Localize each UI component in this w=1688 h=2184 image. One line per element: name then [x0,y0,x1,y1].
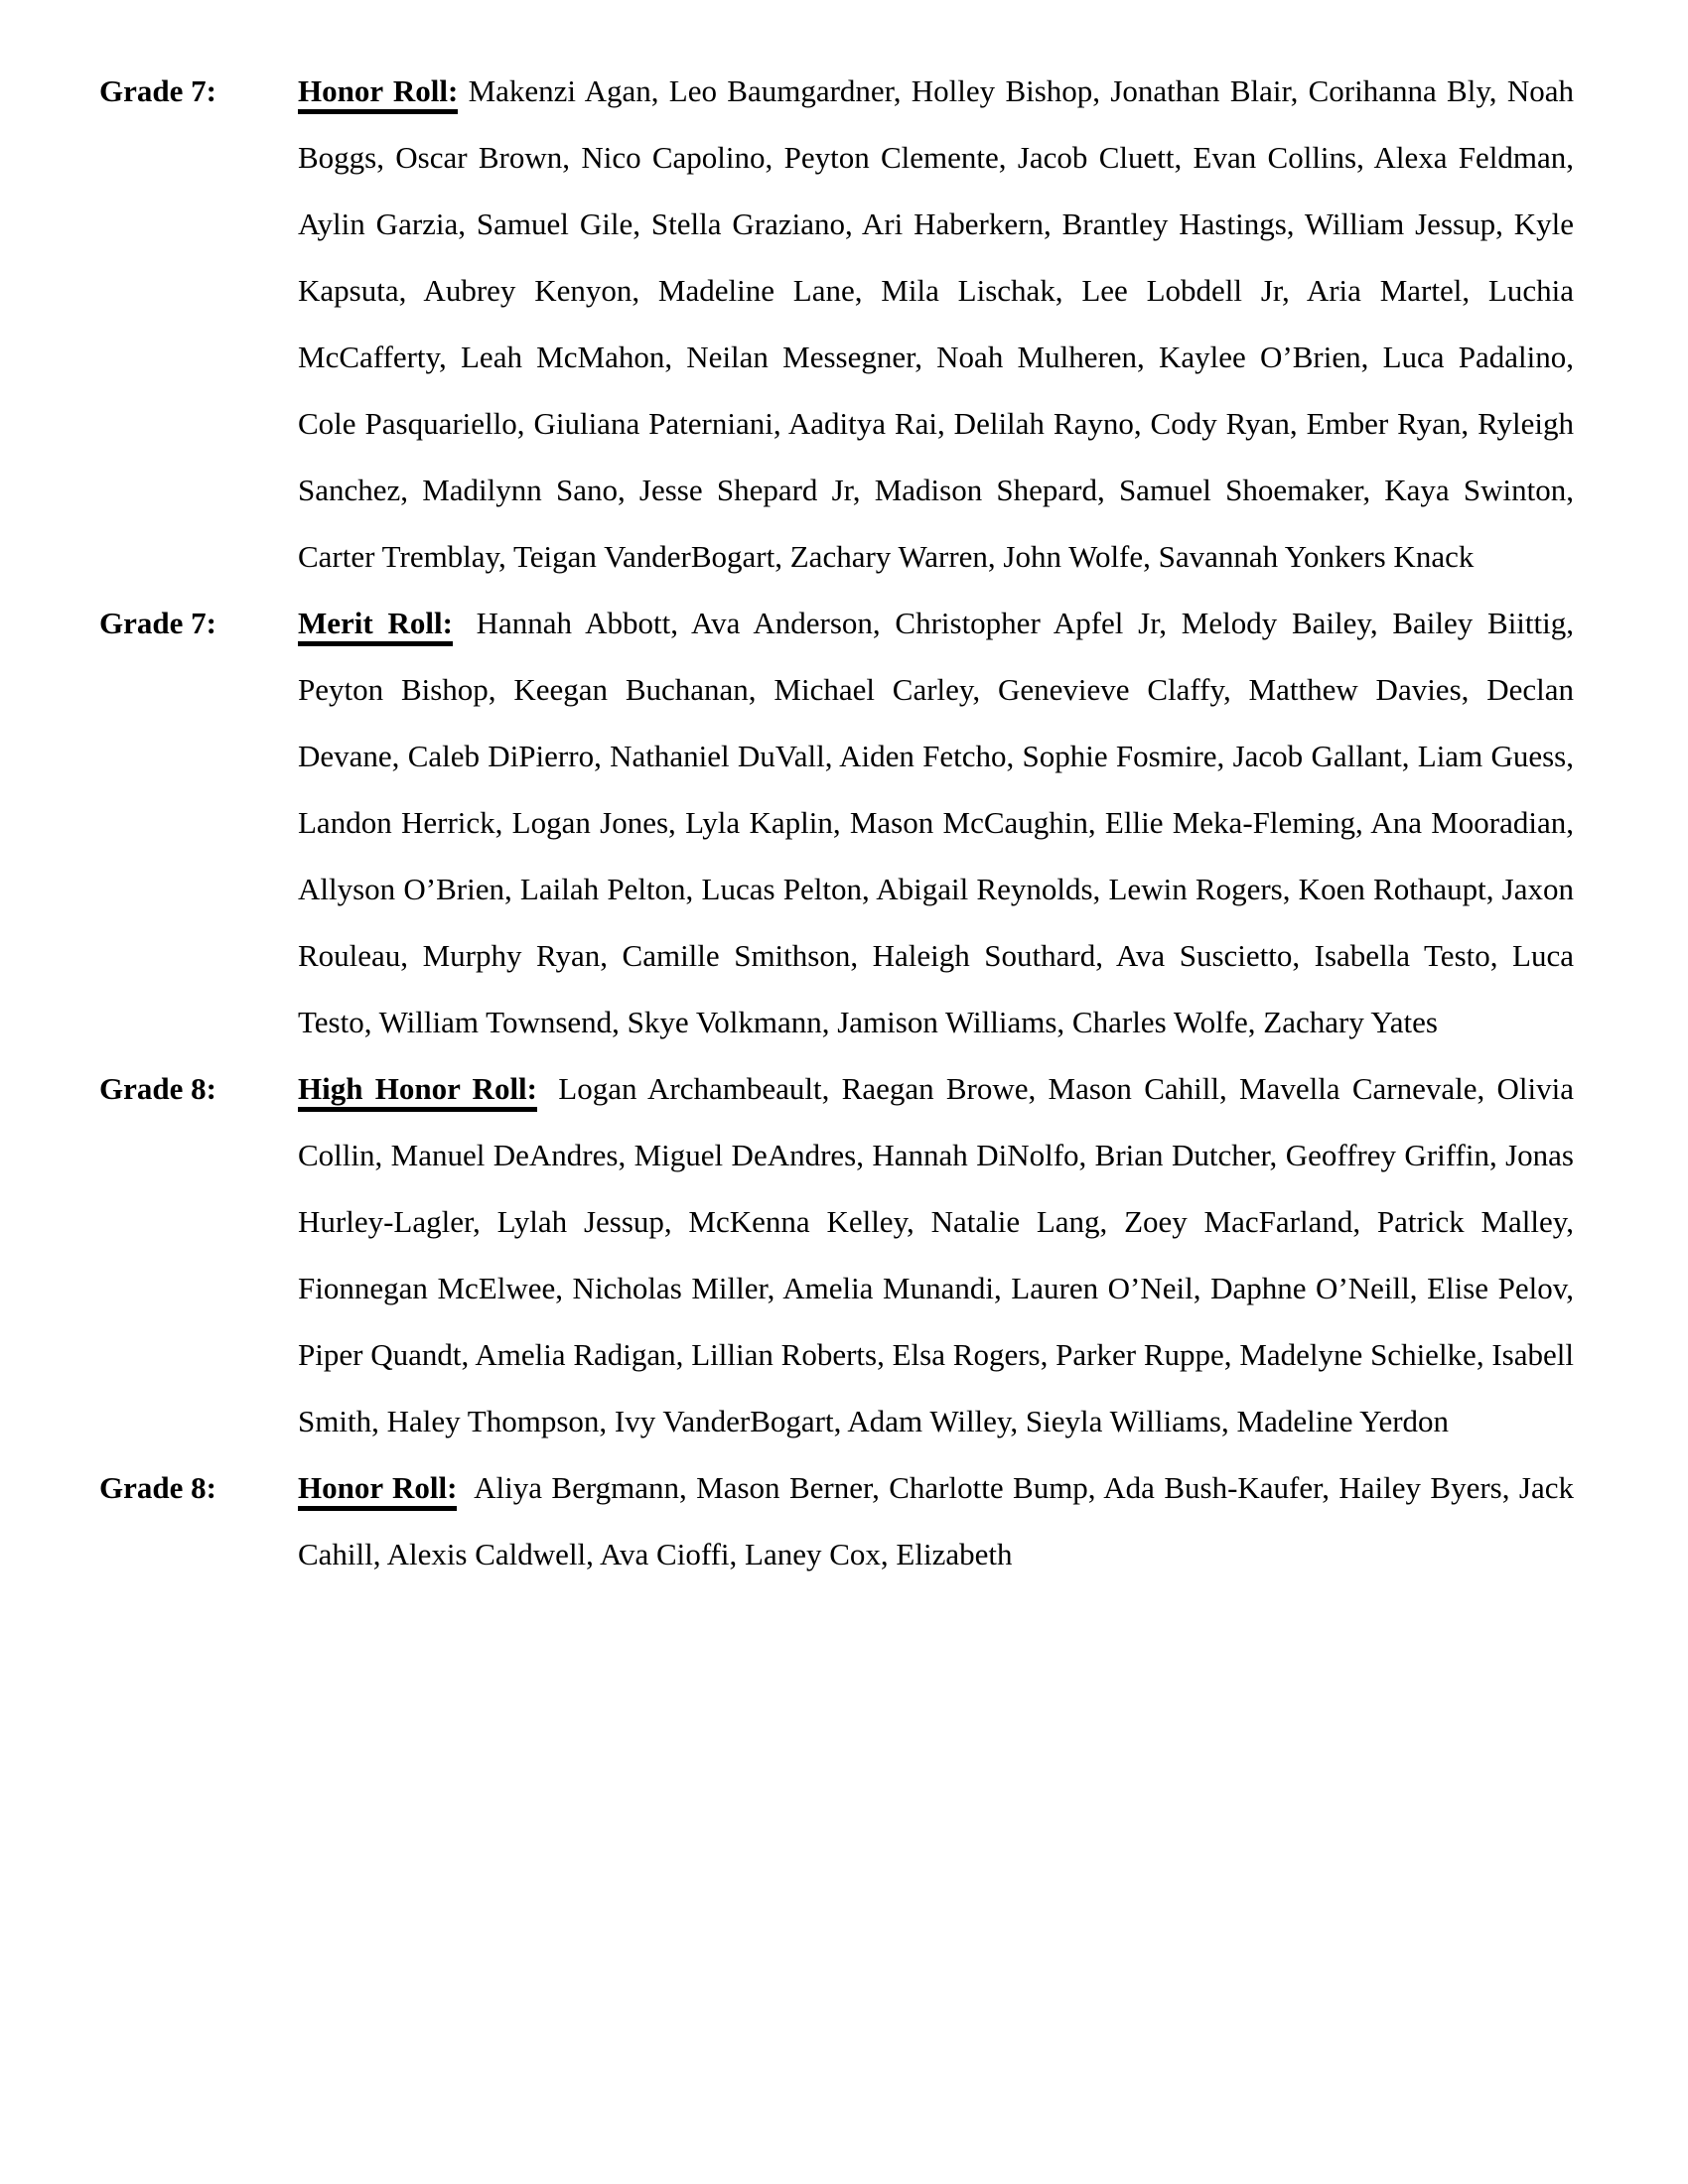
roll-title: Honor Roll: [298,1470,457,1511]
roll-title: Merit Roll: [298,606,453,646]
grade-label: Grade 8: [99,1470,216,1505]
roll-names: Aliya Bergmann, Mason Berner, Charlotte Bump, Ada Bush-Kaufer, Hailey Byers, Jack Cahill, Alexis Caldwell, Ava Cioffi, Laney Cox, Elizabeth [298,1470,1574,1571]
roll-paragraph [99,1055,1574,1454]
section-grade7-honor-roll [99,58,1574,590]
roll-paragraph [99,1454,1574,1587]
section-grade8-high-honor-roll [99,1055,1574,1454]
section-grade7-merit-roll [99,590,1574,1055]
grade-label: Grade 8: [99,1071,216,1106]
section-grade8-honor-roll [99,1454,1574,1587]
roll-title: Honor Roll: [298,73,458,114]
roll-names: Logan Archambeault, Raegan Browe, Mason Cahill, Mavella Carnevale, Olivia Collin, Manuel DeAndres, Miguel DeAndres, Hannah DiNolfo, Brian Dutcher, Geoffrey Griffin, Jonas Hurley-Lagler, Lylah Jessup, McKenna Kelley, Natalie Lang, Zoey MacFarland, Patrick Malley, Fionnegan McElwee, Nicholas Miller, Amelia Munandi, Lauren O’Neil, Daphne O’Neill, Elise Pelov, Piper Quandt, Amelia Radigan, Lillian Roberts, Elsa Rogers, Parker Ruppe, Madelyne Schielke, Isabell Smith, Haley Thompson, Ivy VanderBogart, Adam Willey, Sieyla Williams, Madeline Yerdon [298,1071,1574,1438]
grade-label: Grade 7: [99,606,216,640]
roll-names: Hannah Abbott, Ava Anderson, Christopher Apfel Jr, Melody Bailey, Bailey Biittig, Peyton Bishop, Keegan Buchanan, Michael Carley, Genevieve Claffy, Matthew Davies, Declan Devane, Caleb DiPierro, Nathaniel DuVall, Aiden Fetcho, Sophie Fosmire, Jacob Gallant, Liam Guess, Landon Herrick, Logan Jones, Lyla Kaplin, Mason McCaughin, Ellie Meka-Fleming, Ana Mooradian, Allyson O’Brien, Lailah Pelton, Lucas Pelton, Abigail Reynolds, Lewin Rogers, Koen Rothaupt, Jaxon Rouleau, Murphy Ryan, Camille Smithson, Haleigh Southard, Ava Suscietto, Isabella Testo, Luca Testo, William Townsend, Skye Volkmann, Jamison Williams, Charles Wolfe, Zachary Yates [298,606,1575,1039]
roll-title: High Honor Roll: [298,1071,537,1112]
roll-names: Makenzi Agan, Leo Baumgardner, Holley Bishop, Jonathan Blair, Corihanna Bly, Noah Boggs, Oscar Brown, Nico Capolino, Peyton Clemente, Jacob Cluett, Evan Collins, Alexa Feldman, Aylin Garzia, Samuel Gile, Stella Graziano, Ari Haberkern, Brantley Hastings, William Jessup, Kyle Kapsuta, Aubrey Kenyon, Madeline Lane, Mila Lischak, Lee Lobdell Jr, Aria Martel, Luchia McCafferty, Leah McMahon, Neilan Messegner, Noah Mulheren, Kaylee O’Brien, Luca Padalino, Cole Pasquariello, Giuliana Paterniani, Aaditya Rai, Delilah Rayno, Cody Ryan, Ember Ryan, Ryleigh Sanchez, Madilynn Sano, Jesse Shepard Jr, Madison Shepard, Samuel Shoemaker, Kaya Swinton, Carter Tremblay, Teigan VanderBogart, Zachary Warren, John Wolfe, Savannah Yonkers Knack [298,73,1574,574]
grade-label: Grade 7: [99,73,216,108]
roll-paragraph [99,590,1574,1055]
roll-paragraph [99,58,1574,590]
